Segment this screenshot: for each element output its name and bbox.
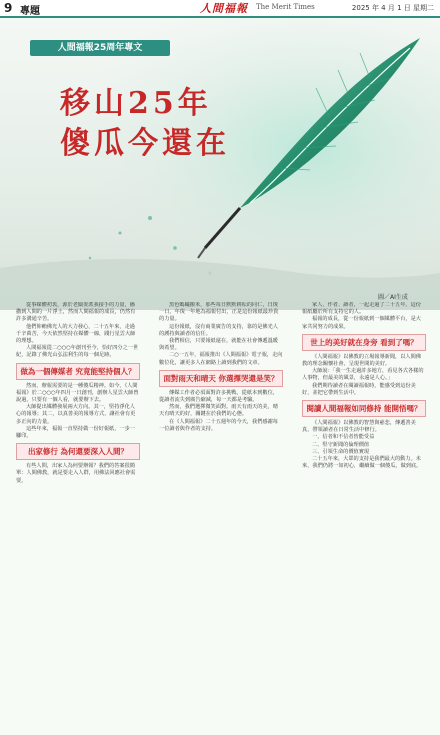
article-column-1 [16,302,140,722]
subheading: 世上的美好就在身旁 看到了嗎？ [302,334,426,351]
subheading: 面對雨天和晴天 你選擇哭還是笑？ [159,370,283,387]
page-header [0,0,440,18]
newspaper-logo: 人間福報 [200,2,248,15]
headline-line-2: 傻瓜今還在 [60,126,230,161]
subheading: 出家修行 為何還要深入人間？ [16,443,140,460]
green-feather-illustration [0,18,440,310]
paragraph: 二十五年來，大眾的支持是我們最大的動力。未來，我們仍將一如初心，繼續做一個傻瓜，做到底。 [302,456,422,470]
paragraph: 大師提出媒體發展兩大方向。其一，堅持淨化人心的報導；其二，以真善美的報導方式，讓社會有更多正向的力量。 [16,404,136,425]
paragraph: 在《人間福報》二十五週年的今天，我們感謝每一位讀者與作者的支持。 [159,418,278,432]
paragraph: 一、信者和不信者皆能受益 [312,434,375,441]
paragraph: 《人間福報》以佛教的智慧與慈悲，傳遞善美真，帶領讀者在日常生活中修行。 [302,420,416,434]
article-column-3 [302,302,426,722]
article-columns [16,302,428,730]
paragraph: 然而，辦報需要的是一種傻瓜精神。如今，《人間福報》於二○○○年四月一日創刊，創辦人星雲大師曾說過，只要有一個人看，就要辦下去。 [16,382,139,404]
paragraph: 《人間福報》以佛教的立場報導新聞，以人間佛教的理念關懷社會，呈現世間的美好。 [302,353,421,368]
paragraph: 三、引領生命的價值實現 [312,448,370,455]
article-column-2 [159,302,283,722]
hero-illustration [0,18,440,310]
paragraph: 然而，我們選擇微笑面對。雨天有雨天的美，晴天有晴天的好，關鍵在於我們的心態。 [159,404,278,418]
paragraph: 這些年來，福報一直堅持做一份好報紙，一步一腳印。 [16,425,135,440]
paragraph: 二、堅守新聞的倫理價值 [312,441,370,448]
paragraph: 從事媒體初衷，源於老闆委派我接手的力量，播撒到人間的一片淨土，然而人間福報的成長，仍然有許多溝通辛苦。 [16,302,136,323]
page-number: 9 [4,1,13,15]
paragraph: 人間福報從二○○○年創刊至今，恰好四分之一世紀，記錄了佛光山弘法利生的每一個足跡。 [16,345,139,359]
paragraph: 他們仰賴佛光人的大力發心，二十五年來，走過千辛萬苦，今天依然堅持在媒體一線，踐行星雲大師的理想。 [16,323,136,345]
image-credit: 圖／AI生成 [378,294,408,301]
issue-date: 2025 年 4 月 1 日 星期二 [351,4,434,12]
paragraph: 傳媒工作者必須面對許多挑戰，從紙本到數位，從讀者流失到廣告縮減，每一天都是考驗。 [159,389,278,404]
section-name: 專題 [20,6,40,17]
paragraph: 這份報紙，沒有商業廣告的支持，靠的是佛光人的護持與讀者的信任。 [159,323,278,337]
anniversary-banner [30,40,170,56]
paragraph: 大師說：「我一生走過許多地方，看見各式各樣的人事物，但最美的風景，永遠是人心。」 [302,368,424,382]
subheading: 做為一個傳媒者 究竟能堅持個人？ [16,363,140,380]
headline-line-1: 移山25年 [60,86,212,121]
paragraph: 黑色螞蟻搬米，那些每日默默耕耘的同仁，日復一日，年復一年地為福報付出，正是這份報紙最珍貴的力量。 [159,302,279,323]
paragraph: 有些人問，出家人為何要辦報？我們的答案很簡單：人間佛教，就是要走入人群，用佛法回應社會需要。 [16,463,136,484]
paragraph: 二○一五年，福報推出《人間福報》電子報，走向數位化，讓更多人在網路上讀到我們的文章。 [159,352,283,366]
anniversary-banner-text: 人間福報25周年專文 [57,43,143,53]
paragraph: 我們期待讀者在閱讀福報時，能感受到這份美好，並把它帶到生活中。 [302,382,416,396]
paragraph: 我們相信，只要報紙還在，就能在社會傳遞溫暖與希望。 [159,338,278,352]
paragraph: 福報的成長，從一份報紙到一個媒體平台，是大家共同努力的成果。 [302,316,421,330]
paragraph: 家人、作者、讀者，一起走過了二十五年。這份報紙屬於所有支持它的人。 [302,302,421,316]
subheading: 閱讀人間福報如同修持 能開悟嗎？ [302,400,426,417]
newspaper-logo-en: The Merit Times [256,3,315,11]
